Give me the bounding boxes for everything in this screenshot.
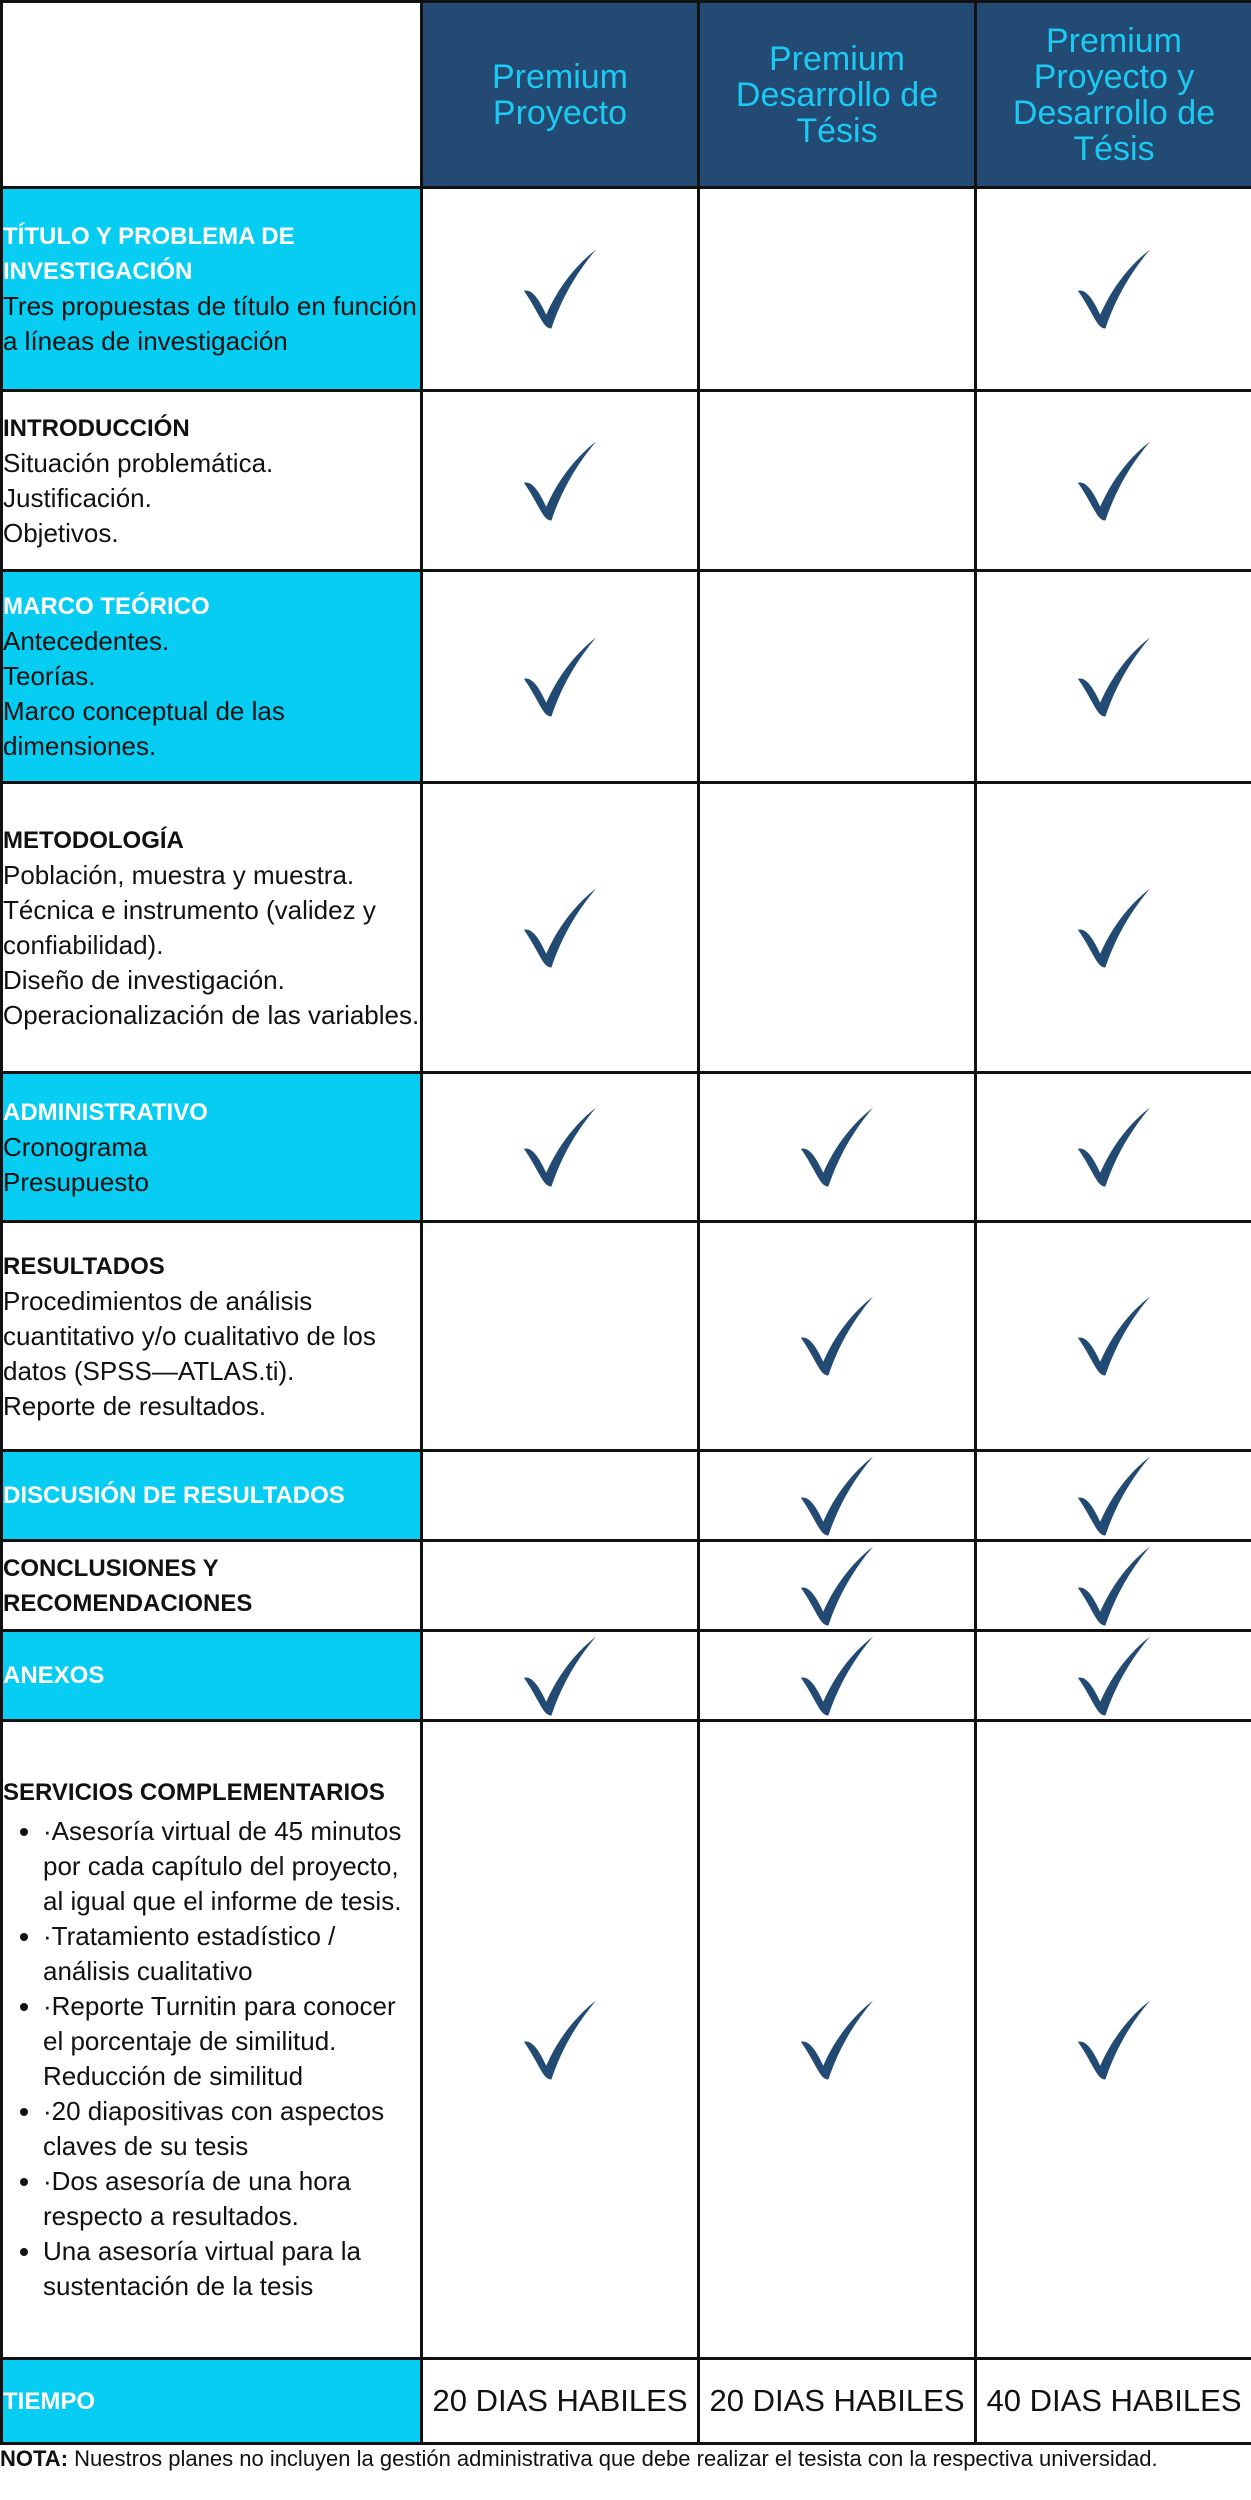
checkmark-icon xyxy=(794,1997,880,2083)
included-cell xyxy=(976,1451,1251,1541)
feature-description-line: Presupuesto xyxy=(3,1166,149,1197)
plan-header-premium-desarrollo: Premium Desarrollo de Tésis xyxy=(699,2,976,188)
included-cell xyxy=(699,1073,976,1222)
feature-description-line: Operacionalización de las variables. xyxy=(3,999,420,1030)
not-included-cell xyxy=(422,1541,699,1631)
included-cell xyxy=(422,783,699,1073)
feature-row xyxy=(2,1222,1251,1451)
feature-row xyxy=(2,1073,1251,1222)
time-value: 40 DIAS HABILES xyxy=(976,2359,1251,2444)
included-cell xyxy=(699,1222,976,1451)
included-cell xyxy=(422,188,699,391)
feature-description-line: Antecedentes. xyxy=(3,626,170,656)
checkmark-icon xyxy=(1071,1543,1157,1629)
feature-description-line: Técnica e instrumento (validez y confiabilidad). xyxy=(3,894,376,960)
included-cell xyxy=(422,1631,699,1721)
checkmark-icon xyxy=(1071,438,1157,524)
feature-description-line: Población, muestra y muestra. xyxy=(3,859,355,890)
services-check-cell xyxy=(976,1721,1251,2359)
not-included-cell xyxy=(422,1222,699,1451)
plans-header-row xyxy=(2,2,1251,188)
not-included-cell xyxy=(699,783,976,1073)
not-included-cell xyxy=(422,1451,699,1541)
plan-header-premium-proyecto: Premium Proyecto xyxy=(422,2,699,188)
included-cell xyxy=(422,1073,699,1222)
checkmark-icon xyxy=(517,1104,603,1190)
included-cell xyxy=(422,391,699,571)
service-item: • ·Asesoría virtual de 45 minutos por cada capítulo del proyecto, al igual que el informe de tesis. xyxy=(43,1814,420,1919)
included-cell xyxy=(976,1222,1251,1451)
feature-label-cell xyxy=(2,391,422,571)
services-list xyxy=(3,1814,420,2304)
time-label-cell xyxy=(2,2359,422,2444)
feature-description-line: Procedimientos de análisis cuantitativo y/o cualitativo de los datos (SPSS—ATLAS.ti). xyxy=(3,1285,376,1386)
included-cell xyxy=(976,188,1251,391)
feature-row xyxy=(2,188,1251,391)
feature-description-line: Tres propuestas de título en función a líneas de investigación xyxy=(3,291,417,356)
time-row xyxy=(2,2359,1251,2444)
feature-row xyxy=(2,1631,1251,1721)
included-cell xyxy=(699,1541,976,1631)
feature-rows xyxy=(2,188,1251,1721)
feature-title: METODOLOGÍA xyxy=(3,826,184,854)
feature-row xyxy=(2,391,1251,571)
feature-description-line: Diseño de investigación. xyxy=(3,964,285,995)
included-cell xyxy=(976,391,1251,571)
checkmark-icon xyxy=(1071,1293,1157,1379)
feature-title: INTRODUCCIÓN xyxy=(3,414,190,442)
included-cell xyxy=(976,783,1251,1073)
feature-description-line: Teorías. xyxy=(3,661,96,691)
included-cell xyxy=(976,1073,1251,1222)
checkmark-icon xyxy=(794,1104,880,1190)
time-label: TIEMPO xyxy=(3,2387,96,2415)
services-check-cell xyxy=(422,1721,699,2359)
feature-description-line: Situación problemática. xyxy=(3,447,274,478)
feature-description-line: Reporte de resultados. xyxy=(3,1390,267,1421)
services-check-cell xyxy=(699,1721,976,2359)
services-row xyxy=(2,1721,1251,2359)
not-included-cell xyxy=(699,188,976,391)
header-corner xyxy=(2,2,422,188)
checkmark-icon xyxy=(1071,1633,1157,1719)
feature-label-cell xyxy=(2,1073,422,1222)
feature-label-cell xyxy=(2,1222,422,1451)
feature-description-line: Cronograma xyxy=(3,1131,148,1162)
plan-header-premium-proyecto-desarrollo: Premium Proyecto y Desarrollo de Tésis xyxy=(976,2,1251,188)
checkmark-icon xyxy=(794,1543,880,1629)
feature-row xyxy=(2,1451,1251,1541)
checkmark-icon xyxy=(517,246,603,332)
feature-title: ANEXOS xyxy=(3,1662,105,1689)
feature-label-cell xyxy=(2,1631,422,1721)
time-value: 20 DIAS HABILES xyxy=(422,2359,699,2444)
included-cell xyxy=(699,1631,976,1721)
note-text: Nuestros planes no incluyen la gestión administrativa que debe realizar el tesista con la respectiva universidad. xyxy=(68,2446,1158,2471)
footnote xyxy=(0,2446,1251,2472)
not-included-cell xyxy=(699,391,976,571)
service-item: • Una asesoría virtual para la sustentación de la tesis xyxy=(43,2234,420,2304)
not-included-cell xyxy=(699,571,976,783)
services-label xyxy=(2,1721,422,2359)
checkmark-icon xyxy=(517,1633,603,1719)
included-cell xyxy=(422,571,699,783)
checkmark-icon xyxy=(1071,885,1157,971)
feature-title: CONCLUSIONES Y RECOMENDACIONES xyxy=(3,1554,253,1617)
included-cell xyxy=(976,1631,1251,1721)
checkmark-icon xyxy=(517,885,603,971)
checkmark-icon xyxy=(794,1293,880,1379)
services-title: SERVICIOS COMPLEMENTARIOS xyxy=(3,1779,385,1806)
checkmark-icon xyxy=(1071,246,1157,332)
feature-label-cell xyxy=(2,571,422,783)
feature-title: MARCO TEÓRICO xyxy=(3,593,210,620)
feature-title: DISCUSIÓN DE RESULTADOS xyxy=(3,1482,345,1509)
feature-description-line: Marco conceptual de las dimensiones. xyxy=(3,696,285,761)
checkmark-icon xyxy=(794,1453,880,1539)
feature-description-line: Justificación. xyxy=(3,482,152,513)
feature-label-cell xyxy=(2,188,422,391)
checkmark-icon xyxy=(1071,1453,1157,1539)
service-item: • ·Dos asesoría de una hora respecto a resultados. xyxy=(43,2164,420,2234)
included-cell xyxy=(976,571,1251,783)
checkmark-icon xyxy=(1071,1104,1157,1190)
feature-title: TÍTULO Y PROBLEMA DE INVESTIGACIÓN xyxy=(3,223,295,285)
feature-title: ADMINISTRATIVO xyxy=(3,1098,208,1126)
checkmark-icon xyxy=(1071,1997,1157,2083)
feature-row xyxy=(2,1541,1251,1631)
service-item: • ·20 diapositivas con aspectos claves de su tesis xyxy=(43,2094,420,2164)
feature-row xyxy=(2,571,1251,783)
feature-row xyxy=(2,783,1251,1073)
feature-label-cell xyxy=(2,783,422,1073)
feature-label-cell xyxy=(2,1541,422,1631)
checkmark-icon xyxy=(794,1633,880,1719)
checkmark-icon xyxy=(517,438,603,524)
included-cell xyxy=(699,1451,976,1541)
feature-description-line: Objetivos. xyxy=(3,517,119,548)
included-cell xyxy=(976,1541,1251,1631)
service-item: • ·Reporte Turnitin para conocer el porcentaje de similitud. Reducción de similitud xyxy=(43,1989,420,2094)
checkmark-icon xyxy=(1071,634,1157,720)
checkmark-icon xyxy=(517,634,603,720)
checkmark-icon xyxy=(517,1997,603,2083)
time-value: 20 DIAS HABILES xyxy=(699,2359,976,2444)
feature-title: RESULTADOS xyxy=(3,1252,165,1280)
service-item: • ·Tratamiento estadístico / análisis cualitativo xyxy=(43,1919,420,1989)
note-prefix: NOTA: xyxy=(0,2446,69,2471)
feature-label-cell xyxy=(2,1451,422,1541)
